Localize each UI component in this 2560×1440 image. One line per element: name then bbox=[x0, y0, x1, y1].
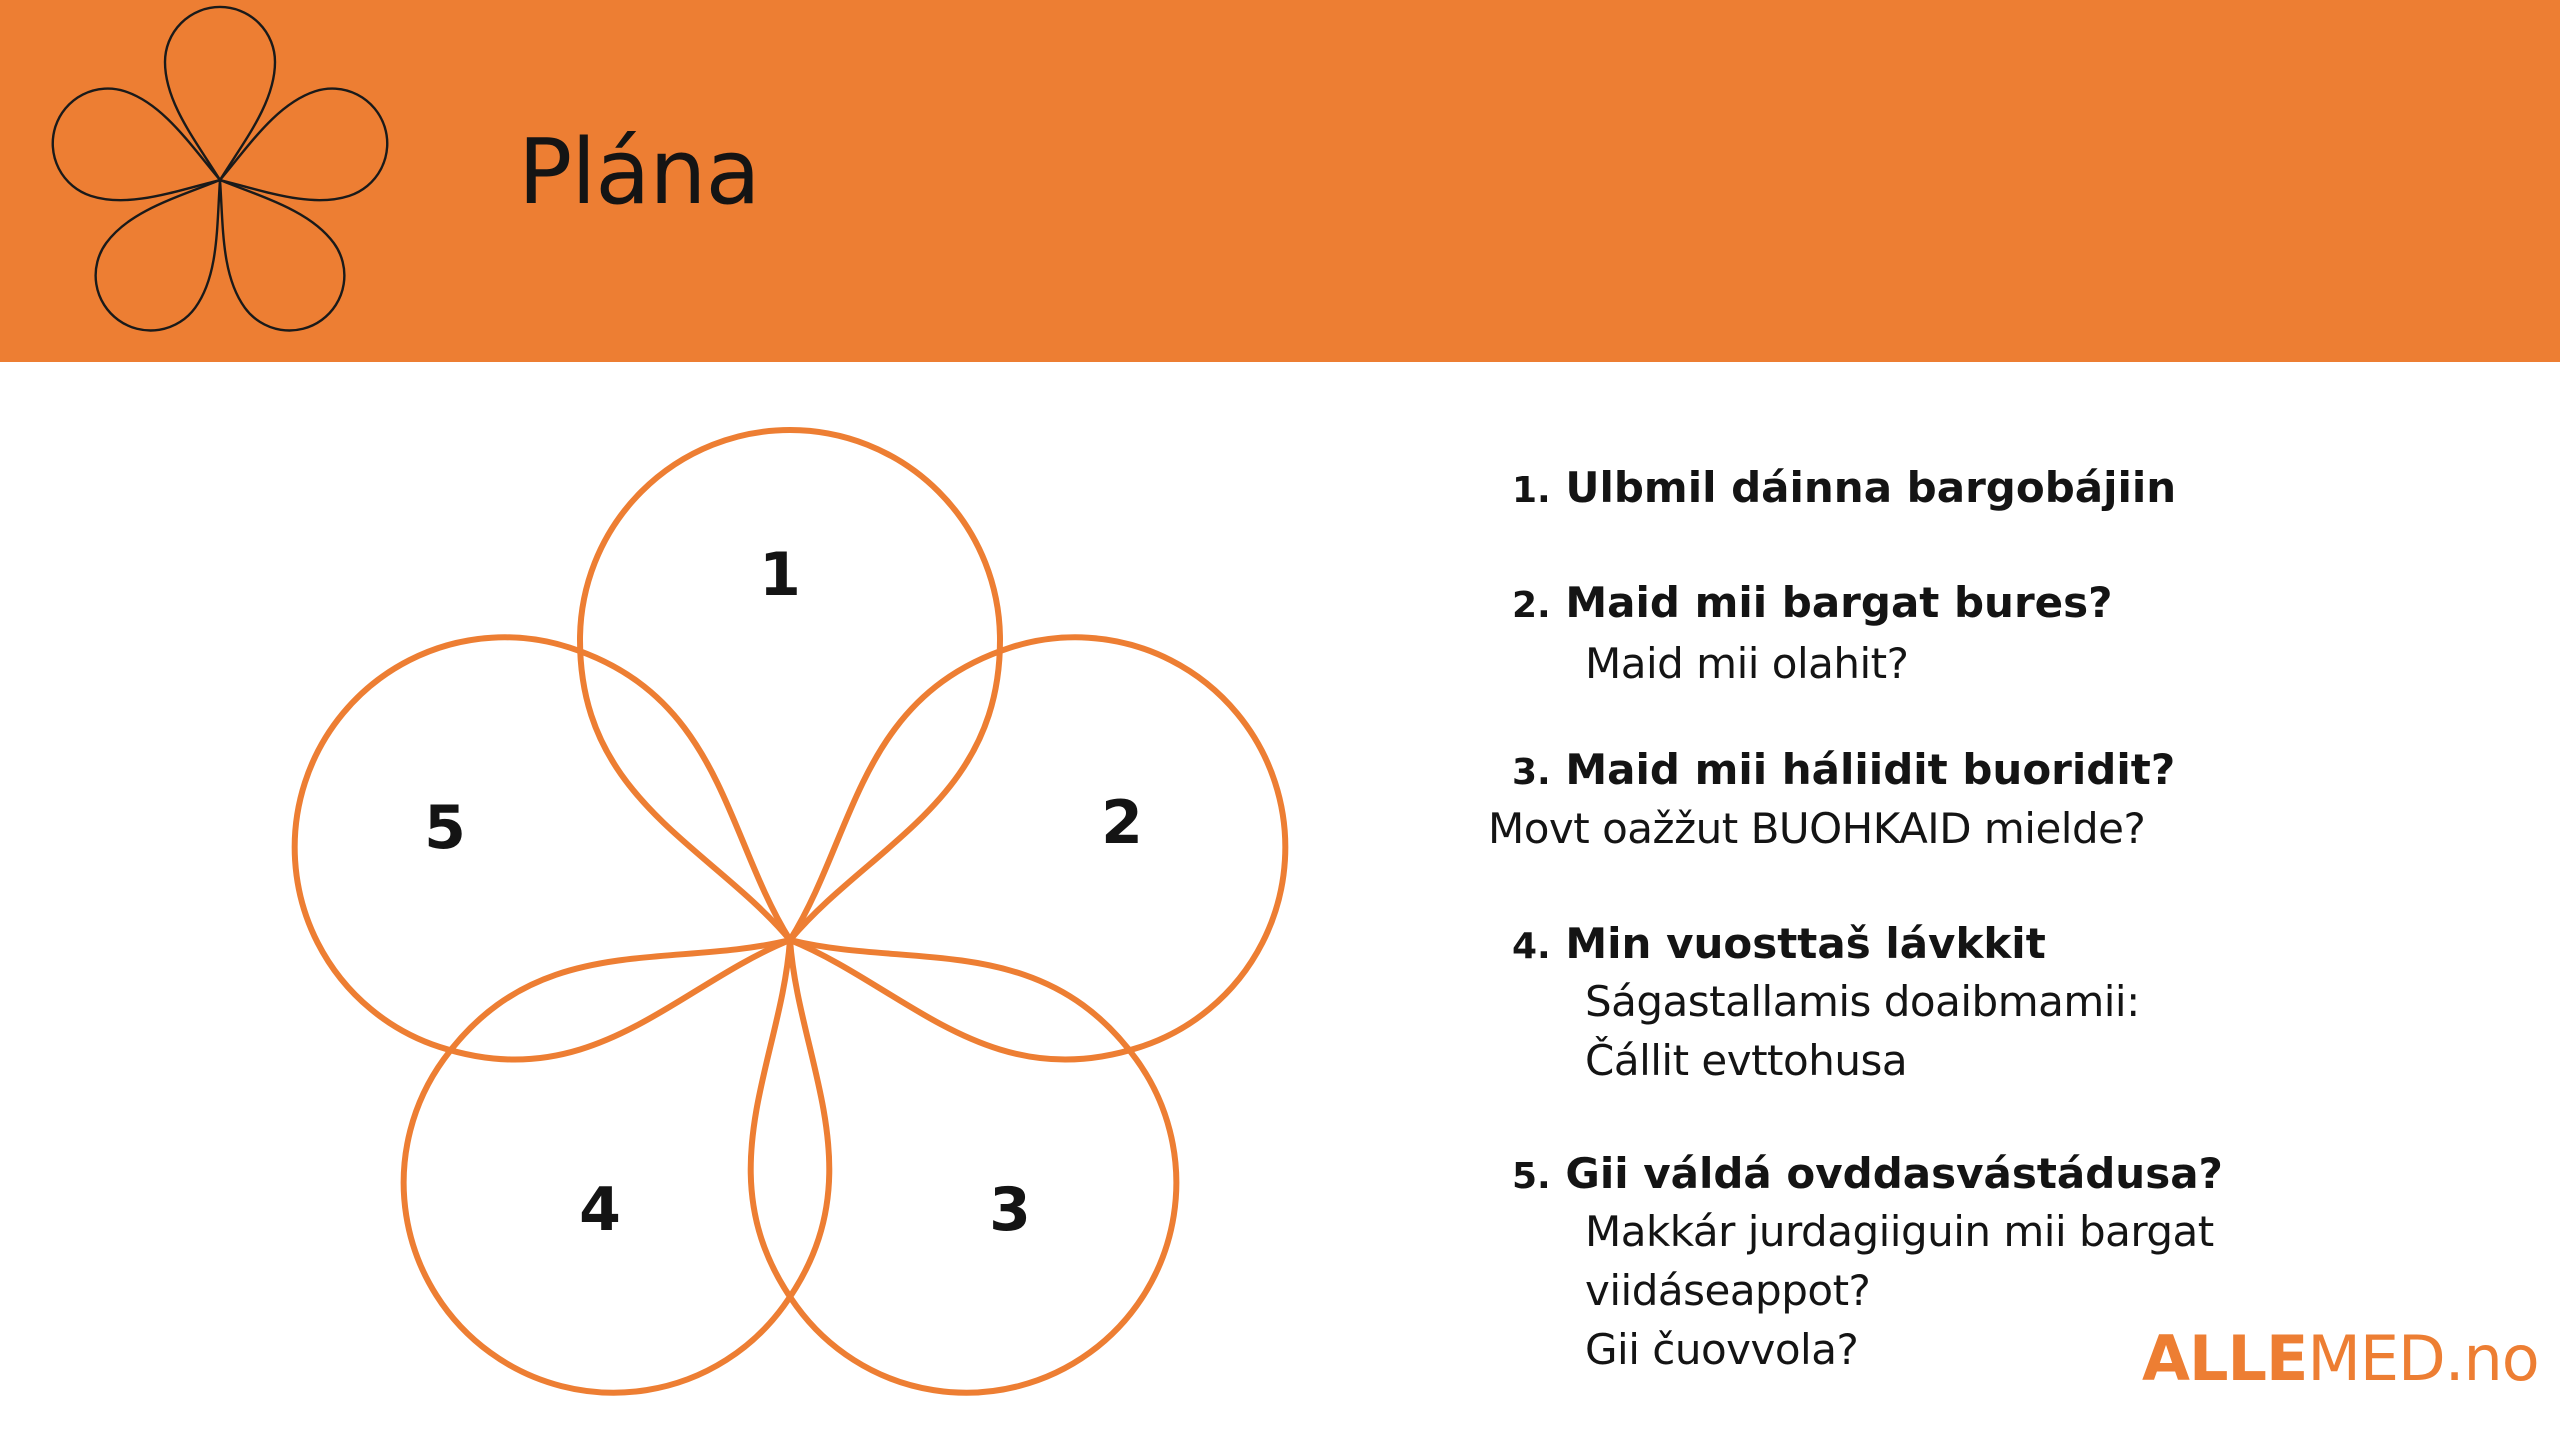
petal-3 bbox=[620, 817, 1260, 1410]
step-5-line-3: Gii čuovvola? bbox=[1585, 1325, 1859, 1374]
step-2-line-1: Maid mii olahit? bbox=[1585, 639, 1909, 688]
brand-part-3: .no bbox=[2444, 1322, 2539, 1395]
step-4-line-2: Čállit evttohusa bbox=[1585, 1036, 1908, 1085]
brand-part-1: ALLE bbox=[2142, 1322, 2308, 1395]
petal-number-1: 1 bbox=[759, 540, 801, 610]
petal-number-4: 4 bbox=[579, 1175, 621, 1245]
step-2-heading: Maid mii bargat bures? bbox=[1565, 578, 2113, 627]
step-5-title bbox=[1512, 1149, 2223, 1198]
step-3-title bbox=[1512, 745, 2176, 794]
header-bar bbox=[0, 0, 2560, 362]
petal-number-2: 2 bbox=[1101, 788, 1143, 858]
step-1-heading: Ulbmil dáinna bargobájiin bbox=[1565, 463, 2177, 512]
step-5-line-2: viidáseappot? bbox=[1585, 1266, 1871, 1315]
step-5-number: 5. bbox=[1512, 1156, 1551, 1197]
step-3-heading: Maid mii háliidit buoridit? bbox=[1565, 745, 2176, 794]
step-4-heading: Min vuosttaš lávkkit bbox=[1565, 919, 2046, 968]
flower-outline-icon bbox=[40, 0, 400, 360]
step-1-number: 1. bbox=[1512, 470, 1551, 511]
petal-4 bbox=[320, 817, 960, 1410]
step-3-number: 3. bbox=[1512, 752, 1551, 793]
petal-number-3: 3 bbox=[989, 1175, 1031, 1245]
step-2-title bbox=[1512, 578, 2113, 627]
step-5-line-1: Makkár jurdagiiguin mii bargat bbox=[1585, 1207, 2214, 1256]
step-2-number: 2. bbox=[1512, 585, 1551, 626]
page-title: Plána bbox=[518, 120, 760, 225]
step-4-line-1: Ságastallamis doaibmamii: bbox=[1585, 977, 2140, 1026]
step-4-title bbox=[1512, 919, 2046, 968]
step-1-title bbox=[1512, 463, 2177, 512]
brand-part-2: MED bbox=[2307, 1322, 2445, 1395]
step-4-number: 4. bbox=[1512, 926, 1551, 967]
step-5-heading: Gii váldá ovddasvástádusa? bbox=[1565, 1149, 2223, 1198]
flower-diagram bbox=[280, 410, 1300, 1410]
allemed-logo bbox=[2142, 1322, 2539, 1395]
step-3-line-1: Movt oažžut BUOHKAID mielde? bbox=[1488, 804, 2146, 853]
petal-number-5: 5 bbox=[424, 793, 466, 863]
